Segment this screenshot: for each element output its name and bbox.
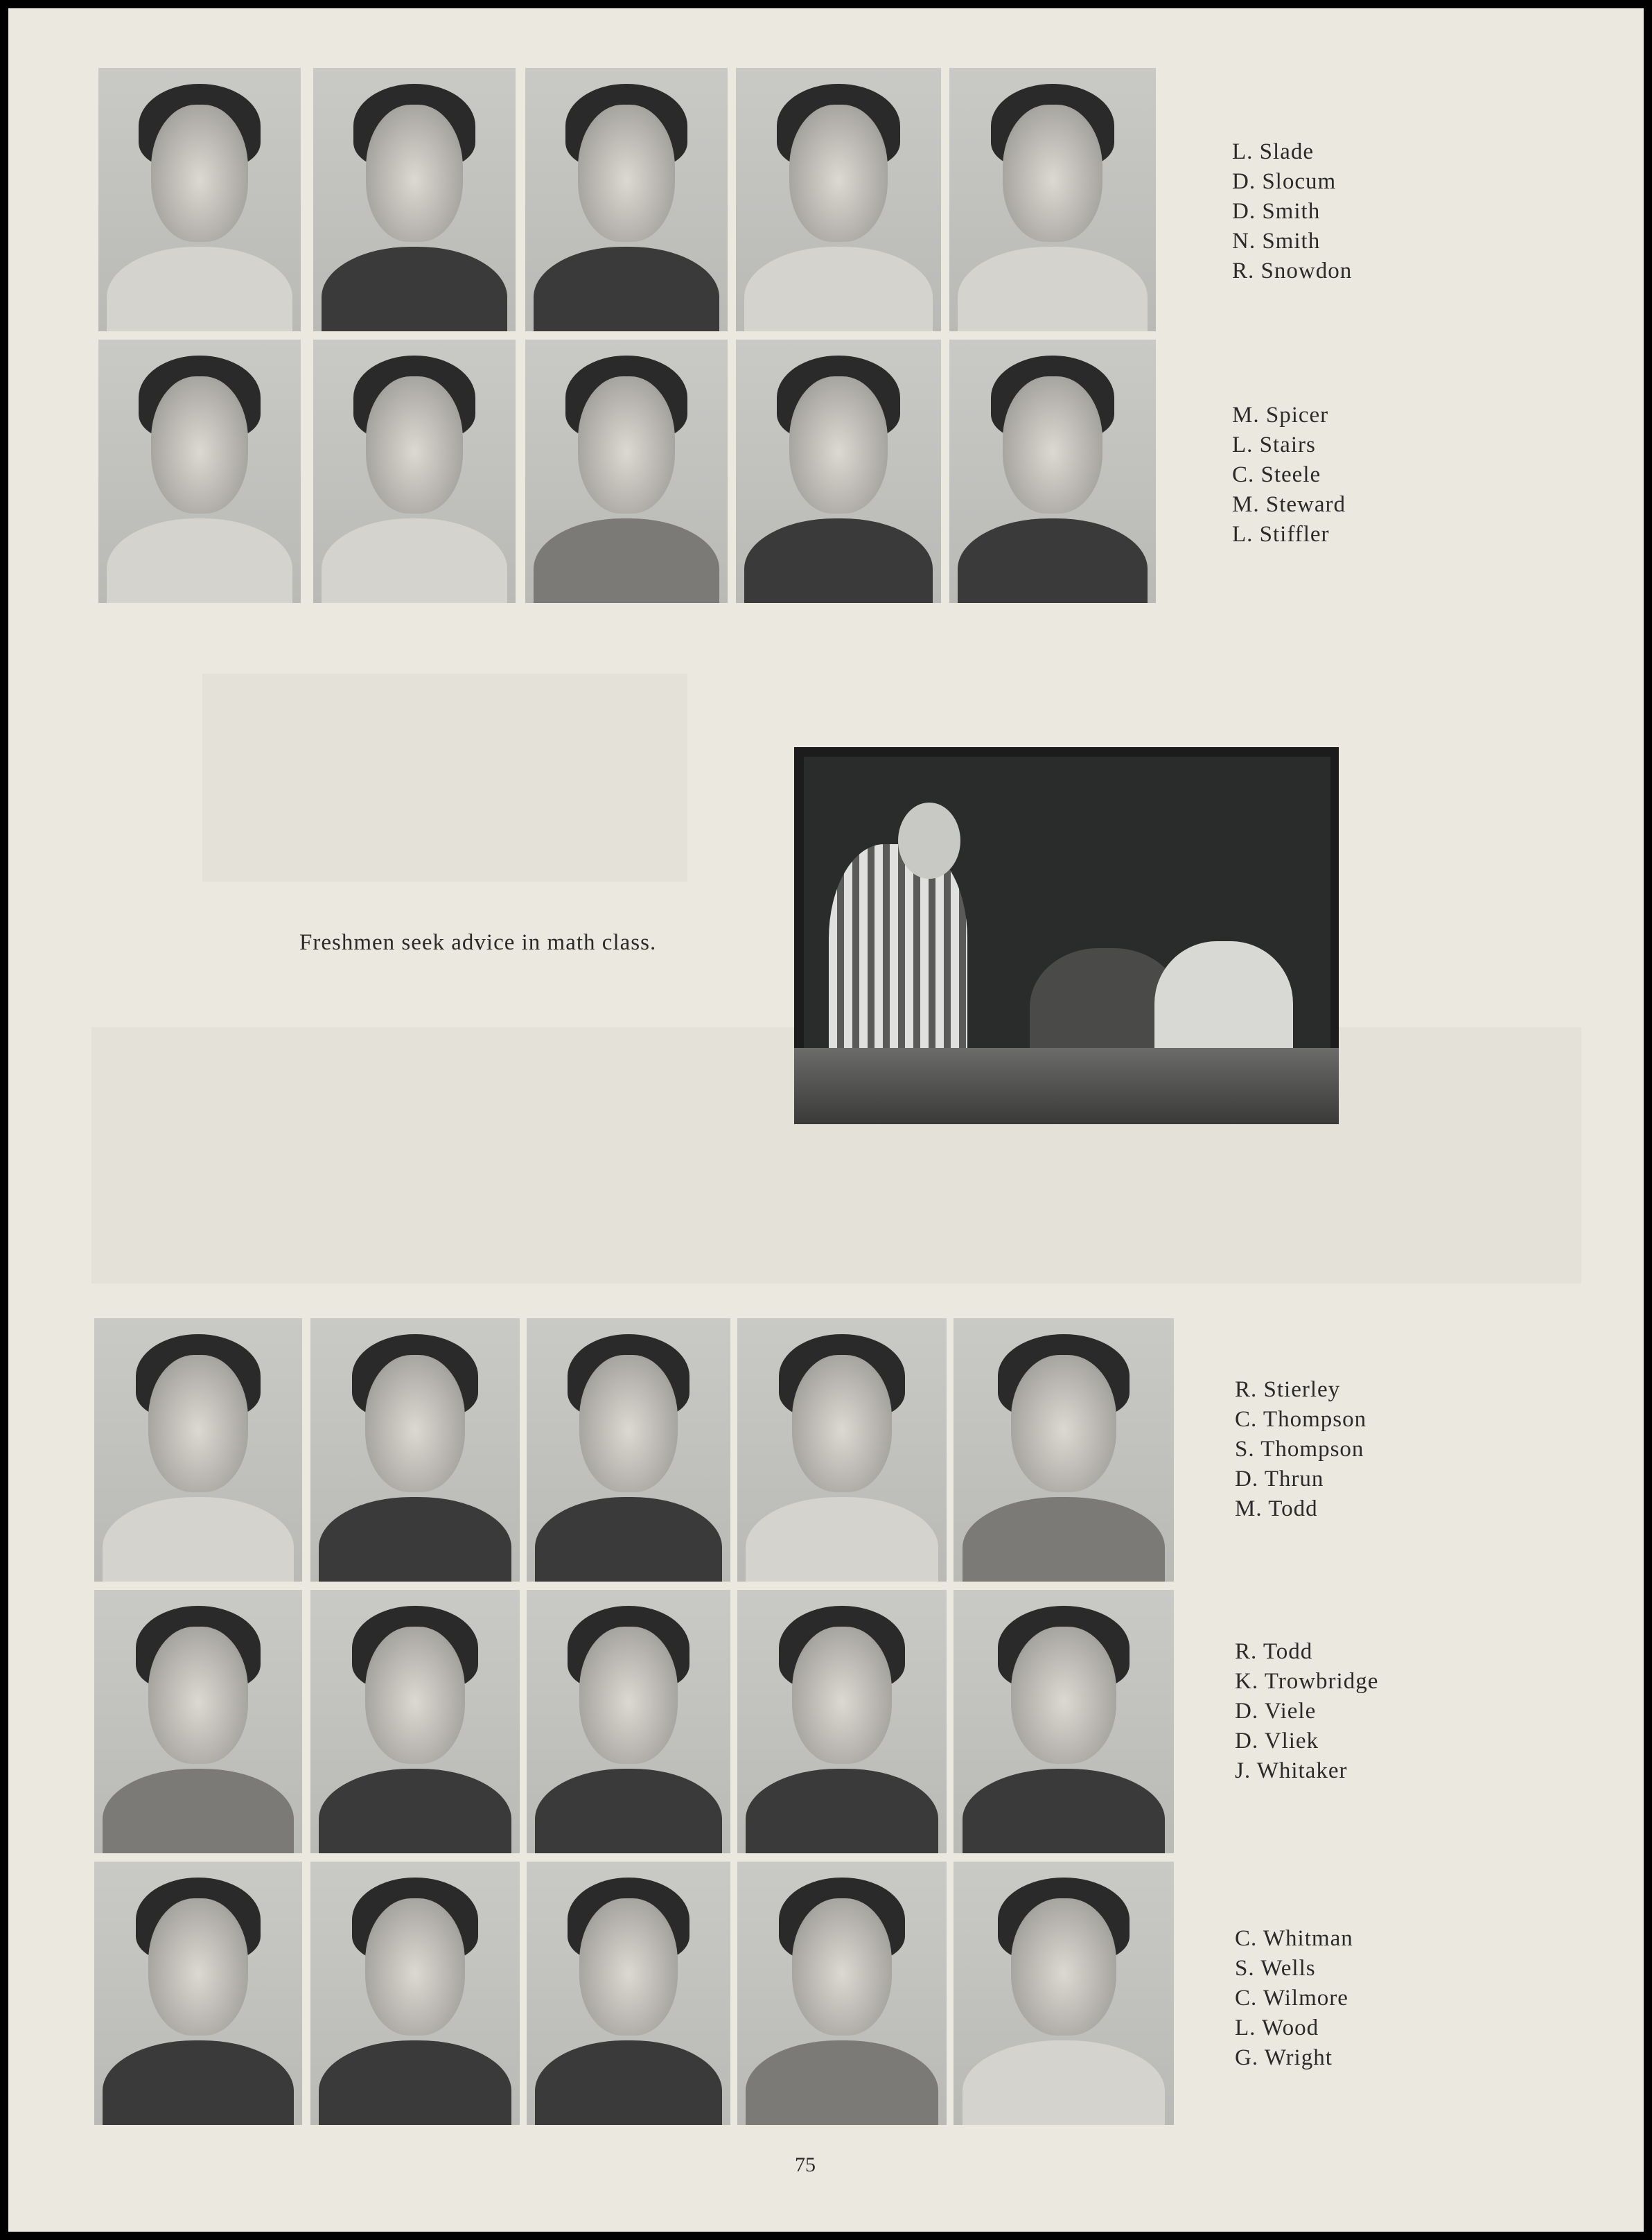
names-list-4	[1235, 1637, 1378, 1786]
portrait-photo	[949, 68, 1156, 331]
student-name: J. Whitaker	[1235, 1758, 1348, 1783]
student-name: S. Wells	[1235, 1956, 1316, 1981]
student-name: D. Slocum	[1232, 169, 1337, 194]
show-through-block	[202, 674, 687, 882]
student-name: C. Whitman	[1235, 1926, 1353, 1951]
portrait-photo	[310, 1318, 520, 1582]
student-name: R. Todd	[1235, 1639, 1313, 1664]
portrait-photo	[737, 1862, 947, 2125]
portrait-photo	[949, 340, 1156, 603]
student-name: D. Vliek	[1235, 1729, 1319, 1753]
portrait-photo	[310, 1862, 520, 2125]
student-name: L. Stairs	[1232, 432, 1316, 457]
math-class-photo	[794, 747, 1339, 1124]
portrait-photo	[954, 1862, 1174, 2125]
student-name: R. Snowdon	[1232, 259, 1353, 283]
student-name: N. Smith	[1232, 229, 1321, 254]
student-name: D. Viele	[1235, 1699, 1317, 1724]
portrait-photo	[94, 1862, 302, 2125]
portrait-photo	[94, 1318, 302, 1582]
portrait-photo	[954, 1590, 1174, 1853]
portrait-photo	[94, 1590, 302, 1853]
portrait-photo	[527, 1862, 730, 2125]
portrait-photo	[737, 1318, 947, 1582]
student-name: L. Wood	[1235, 2015, 1319, 2040]
student-name: S. Thompson	[1235, 1437, 1364, 1462]
student-name: R. Stierley	[1235, 1377, 1341, 1402]
student-name: C. Steele	[1232, 462, 1321, 487]
portrait-photo	[736, 340, 941, 603]
portrait-photo	[525, 340, 728, 603]
portrait-photo	[313, 340, 516, 603]
student-name: L. Slade	[1232, 139, 1314, 164]
photo-caption: Freshmen seek advice in math class.	[299, 930, 657, 955]
names-list-3	[1235, 1375, 1367, 1524]
portrait-photo	[737, 1590, 947, 1853]
portrait-photo	[527, 1590, 730, 1853]
portrait-photo	[313, 68, 516, 331]
portrait-photo	[310, 1590, 520, 1853]
portrait-photo	[527, 1318, 730, 1582]
portrait-photo	[98, 68, 301, 331]
portrait-photo	[98, 340, 301, 603]
student-name: K. Trowbridge	[1235, 1669, 1379, 1694]
student-name: M. Steward	[1232, 492, 1346, 517]
student-name: G. Wright	[1235, 2045, 1333, 2070]
portrait-photo	[954, 1318, 1174, 1582]
student-name: M. Todd	[1235, 1496, 1318, 1521]
names-list-2	[1232, 401, 1346, 550]
student-name: L. Stiffler	[1232, 522, 1330, 547]
names-list-5	[1235, 1924, 1353, 2073]
portrait-photo	[525, 68, 728, 331]
student-name: C. Thompson	[1235, 1407, 1367, 1432]
student-name: D. Thrun	[1235, 1467, 1324, 1491]
names-list-1	[1232, 137, 1352, 286]
student-name: M. Spicer	[1232, 403, 1329, 428]
yearbook-page	[8, 8, 1644, 2232]
page-number: 75	[795, 2153, 816, 2176]
portrait-photo	[736, 68, 941, 331]
student-name: C. Wilmore	[1235, 1986, 1348, 2011]
student-name: D. Smith	[1232, 199, 1321, 224]
